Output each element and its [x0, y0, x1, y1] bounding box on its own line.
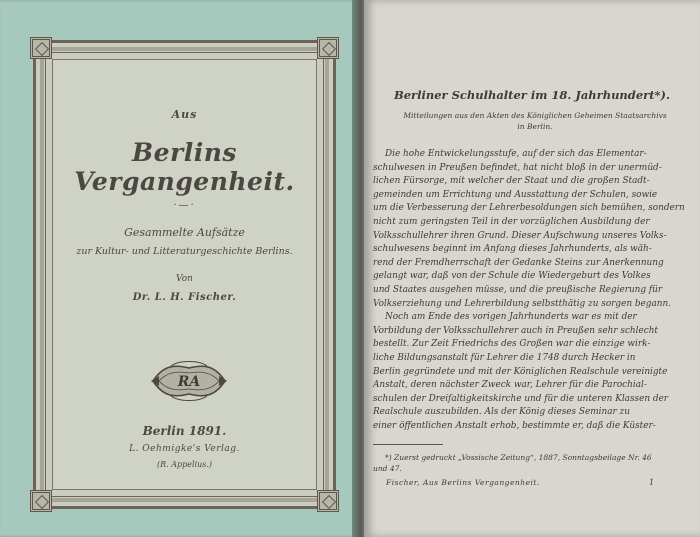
corner-ornament-icon [30, 37, 52, 59]
cover-author: Dr. L. H. Fischer. [132, 292, 237, 303]
corner-ornament-icon [317, 37, 339, 59]
cover-publisher-2: (R. Appelius.) [156, 460, 213, 469]
subheading-line: in Berlin. [517, 122, 553, 131]
cover-subtitle-1: Gesammelte Aufsätze [124, 226, 245, 239]
body-line: rend der Fremdherrschaft der Gedanke Steins zur Anerkennung [373, 257, 664, 268]
body-line: Die hohe Entwickelungsstufe, auf der sich das Elementar- [385, 149, 647, 159]
cover-frame [33, 40, 336, 509]
cover-von: Von [176, 274, 193, 284]
page-number: 1 [649, 478, 655, 487]
body-line: Vorbildung der Volksschullehrer auch in Preußen sehr schlecht [373, 325, 658, 336]
cover-aus: Aus [171, 108, 198, 121]
footnote-line: und 47. [373, 464, 402, 473]
cover-ornament: ·—· [173, 200, 196, 211]
body-line: gemeinden um Errichtung und Ausstattung der Schulen, sowie [373, 189, 658, 200]
footnote [373, 452, 686, 474]
body-line: Realschule auszubilden. Als der König dieses Seminar zu [373, 407, 630, 418]
cover-title-panel [52, 59, 317, 490]
body-text [373, 148, 686, 433]
body-line: schulwesens beginnt im Anfang dieses Jahrhunderts, als wäh- [373, 244, 652, 255]
chapter-subheading [394, 110, 676, 132]
body-line: Anstalt, deren nächster Zweck war, Lehrer für die Parochial- [373, 380, 647, 391]
body-line: schulen der Dreifaltigkeitskirche und für die unteren Klassen der [373, 393, 669, 404]
text-page [364, 0, 700, 537]
footnote-line: *) Zuerst gedruckt „Vossische Zeitung“, 1887, Sonntagsbeilage Nr. 46 [385, 453, 652, 462]
body-line: Volkserziehung und Lehrerbildung selbstthätig zu sorgen begann. [373, 298, 672, 309]
body-line: lichen Fürsorge, mit welcher der Staat und die großen Stadt- [373, 176, 650, 187]
subheading-line: Mitteilungen aus den Akten des Königlichen Geheimen Staatsarchivs [403, 111, 667, 120]
corner-ornament-icon [317, 490, 339, 512]
body-line: um die Verbesserung der Lehrerbesoldungen sich bemühen, sondern [373, 203, 685, 214]
emblem-monogram: RA [177, 374, 201, 390]
cover-publisher: L. Oehmigke's Verlag. [129, 444, 240, 454]
footnote-rule [373, 444, 443, 445]
body-line: Volksschullehrer ihren Grund. Dieser Aufschwung unseres Volks- [373, 230, 667, 241]
cover-subtitle-2: zur Kultur- und Litteraturgeschichte Berlins. [76, 246, 293, 257]
chapter-heading: Berliner Schulhalter im 18. Jahrhundert*). [394, 88, 670, 102]
publisher-emblem-icon [149, 358, 229, 404]
body-line: bestellt. Zur Zeit Friedrichs des Großen war die einzige wirk- [373, 339, 651, 350]
body-line: nicht zum geringsten Teil in der vorzüglichen Ausbildung der [373, 216, 650, 227]
body-line: gelangt war, daß von der Schule die Wiedergeburt des Volkes [373, 271, 651, 282]
page-footer: Fischer, Aus Berlins Vergangenheit. [386, 478, 540, 487]
body-line: Berlin gegründete und mit der Königlichen Realschule vereinigte [373, 366, 668, 377]
corner-ornament-icon [30, 490, 52, 512]
body-line: schulwesen in Preußen befindet, hat nicht bloß in der unermüd- [373, 162, 662, 173]
body-line: einer öffentlichen Anstalt erhob, bestimmte er, daß die Küster- [373, 420, 656, 431]
cover-title: Berlins Vergangenheit. [74, 138, 295, 196]
cover-place-year: Berlin 1891. [142, 424, 227, 438]
body-line: liche Bildungsanstalt für Lehrer die 1748 durch Hecker in [373, 352, 636, 363]
body-line: und Staates ausgehen müsse, und die preußische Regierung für [373, 284, 663, 295]
body-line: Noch am Ende des vorigen Jahrhunderts war es mit der [385, 312, 637, 323]
